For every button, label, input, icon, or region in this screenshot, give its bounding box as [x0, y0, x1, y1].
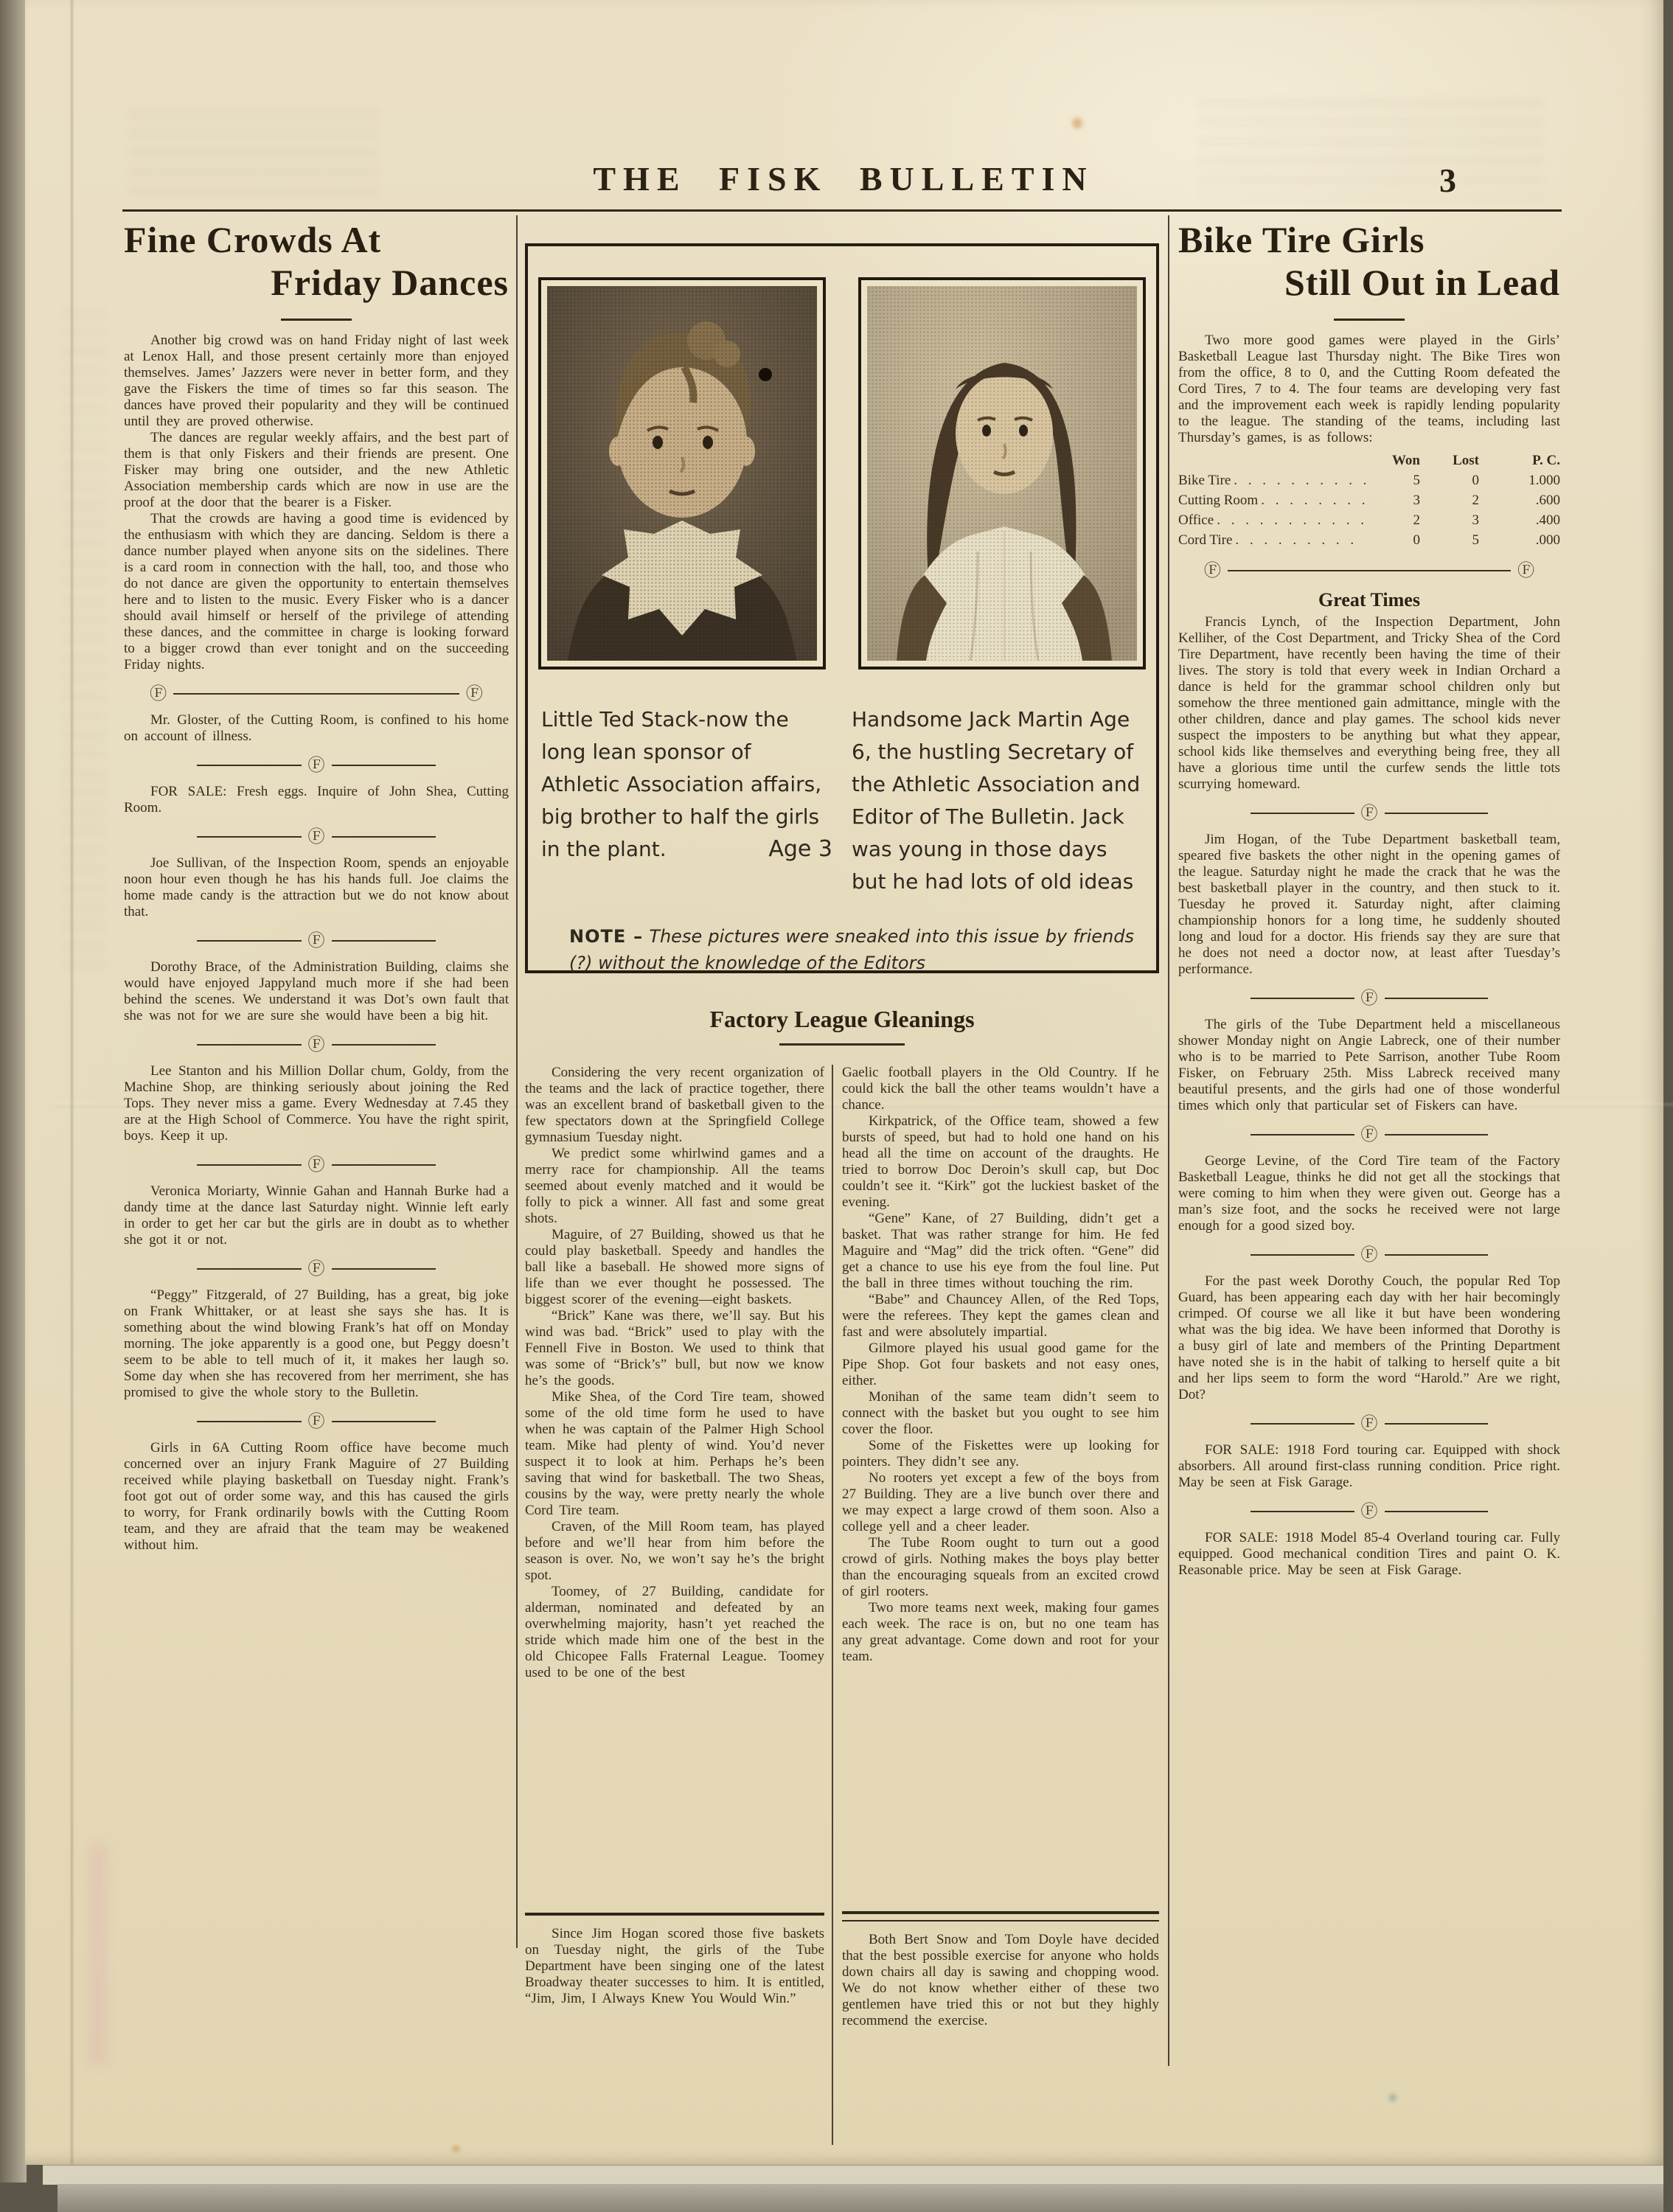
divider-line [197, 1421, 301, 1422]
divider-line [332, 940, 436, 942]
spacer [1178, 451, 1368, 470]
column-divider [516, 215, 518, 1948]
divider-line [197, 1044, 301, 1046]
divider-line [197, 836, 301, 838]
gleanings-right-column [833, 1065, 1159, 2145]
divider-line [1385, 1254, 1488, 1256]
news-item: Dorothy Brace, of the Administration Building, claims she would have enjoyed Jappyland much more if she had been behind the scenes. We understand it was Dot’s own fault that she was not for we are sure she would have been a big hit. [124, 959, 509, 1023]
page-edge-left [0, 0, 27, 2183]
divider-line [1251, 1423, 1354, 1425]
circled-f-icon: Ⓕ [1360, 1125, 1378, 1144]
classified-ad: FOR SALE: 1918 Model 85-4 Overland touring car. Fully equipped. Good mechanical condition Tires and paint O. K. Reasonable price. May be seen at Fisk Garage. [1178, 1530, 1560, 1578]
paragraph: “Brick” Kane was there, we’ll say. But his wind was bad. “Brick” used to play with the Fennell Five in Boston. We used to think that was some of “Brick’s” bull, but now we know he’s the goods. [525, 1308, 824, 1388]
circled-f-icon: Ⓕ [1203, 561, 1221, 580]
gleanings-left-main [525, 1065, 824, 1905]
stain [1072, 118, 1082, 128]
pink-stain [88, 1843, 108, 2065]
standings-row [1178, 470, 1560, 490]
divider-line [1385, 1511, 1488, 1512]
news-item: Francis Lynch, of the Inspection Department, John Kelliher, of the Cost Department, and Tricky Shea of the Cord Tire Department, have recently been having the time of their lives. The story is told that every week in Indian Orchard a dance is held for the grammar school children only but somehow the three mentioned gain admittance, mingle with the other children, dance and play games. The school kids never suspect the imposters to be anything but what they appear, school kids like themselves and everything being free, they all have a glorious time until the curfew sends the little tots scurrying homeward. [1178, 614, 1560, 792]
circled-f-icon: Ⓕ [1360, 1414, 1378, 1433]
caption-text: Little Ted Stack-now the long lean sponsor of Athletic Association affairs, big brother to half the girls in the plant. [541, 707, 822, 861]
section-divider [197, 1036, 436, 1053]
dot-leader [1261, 490, 1366, 510]
standings-row [1178, 490, 1560, 510]
section-divider [197, 828, 436, 845]
standings-row [1178, 510, 1560, 530]
column-divider [1168, 215, 1169, 2066]
circled-f-icon: Ⓕ [150, 684, 167, 703]
caption-ted-stack [541, 703, 832, 898]
paragraph: Monihan of the same team didn’t seem to connect with the basket but you ought to see him cover the floor. [842, 1389, 1159, 1437]
photo-frame [538, 277, 826, 669]
section-rule [525, 1913, 824, 1916]
section-divider [197, 1413, 436, 1430]
won-value: 0 [1413, 532, 1420, 548]
dot-leader [1234, 470, 1366, 490]
subhead-great-times: Great Times [1318, 589, 1420, 611]
paragraph: Maguire, of 27 Building, showed us that he could play basketball. Speedy and handles the ball like a baseball. He showed more signs of life than we ever thought he possessed. The biggest scorer of the evening—eight baskets. [525, 1227, 824, 1307]
won-value: 5 [1413, 473, 1420, 488]
pc-value: .000 [1535, 532, 1560, 548]
section-rule [842, 1911, 1159, 1921]
headline-fine-crowds [124, 218, 509, 304]
won-value: 2 [1413, 512, 1420, 528]
section-divider [1251, 1415, 1487, 1432]
photo-row [528, 277, 1156, 669]
headline-line: Still Out in Lead [1284, 262, 1560, 303]
paragraph: Considering the very recent organization of the teams and the lack of practice together, there was an excellent brand of basketball given to the few spectators down at the Springfield College gymnasium Tuesday night. [525, 1065, 824, 1145]
divider-line [1251, 813, 1354, 814]
under-sheet [58, 2184, 1663, 2212]
caption-age: Age 3 [768, 836, 832, 862]
paragraph: “Gene” Kane, of 27 Building, didn’t get a basket. That was rather strange for him. He fed Maguire and “Mag” did the trick often. “Gene” did get a chance to use his eye from the foul line. Put the ball in three times without touching the rim. [842, 1211, 1159, 1291]
divider-line [1251, 1511, 1354, 1512]
masthead-title: THE FISK BULLETIN [593, 160, 1094, 198]
divider-line [332, 1421, 436, 1422]
pc-value: .400 [1535, 512, 1560, 528]
section-divider [197, 757, 436, 773]
paragraph: Some of the Fiskettes were up looking for pointers. They didn’t see any. [842, 1438, 1159, 1470]
section-divider [143, 685, 490, 702]
photo-ted-stack [547, 286, 817, 661]
standings-table [1178, 451, 1560, 550]
divider-line [1385, 1134, 1488, 1135]
caption-jack-martin: Handsome Jack Martin Age 6, the hustling Secretary of the Athletic Association and Editor of The Bulletin. Jack was young in those days but he had lots of old ideas [852, 707, 1141, 894]
section-divider [197, 932, 436, 949]
news-item: “Peggy” Fitzgerald, of 27 Building, has a great, big joke on Frank Whittaker, or at least she says she has. It is something about the wind blowing Frank’s hat off on Monday morning. The joke apparently is a good one, but Peggy doesn’t seem to be able to tell much of it, it makes her laugh so. Some day when she has recovered from her merriment, she has promised to give the whole story to the Bulletin. [124, 1287, 509, 1400]
dot-leader [1217, 510, 1366, 530]
paragraph: The Tube Room ought to turn out a good crowd of girls. Nothing makes the boys play better than the encouraging squeals from an excited crowd of girl rooters. [842, 1535, 1159, 1599]
column-header-pc: P. C. [1532, 453, 1560, 468]
divider-line [1251, 1134, 1354, 1135]
section-divider [1251, 1246, 1487, 1263]
paragraph: Mike Shea, of the Cord Tire team, showed some of the old time form he used to have when he was captain of the Palmer High School team. Mike had plenty of wind. You’d never suspect it to look at him. Perhaps he’s been saving that wind for basketball. The two Sheas, cousins by the way, were pretty nearly the whole Cord Tire team. [525, 1389, 824, 1518]
under-sheet [43, 2165, 1663, 2185]
pc-value: 1.000 [1528, 473, 1560, 488]
pc-value: .600 [1535, 493, 1560, 508]
divider-line [1385, 998, 1488, 999]
divider-line [197, 1164, 301, 1166]
section-divider [197, 1156, 436, 1173]
news-item: Joe Sullivan, of the Inspection Room, spends an enjoyable noon hour even though he has his hands full. Joe claims the home made candy is the attraction but we do not know about that. [124, 855, 509, 919]
news-item: Jim Hogan, of the Tube Department basketball team, speared five baskets the other night in the opening games of the league. Saturday night he made the crack that he was the best basketball player in the country, and then stuck to it. Tuesday he proved it. Saturday night, after claiming championship honors for a long time, he suddenly shouted long and loud for a doctor. His friends say they are sure that he does not need a doctor now, at least after Tuesday’s performance. [1178, 832, 1560, 977]
lost-value: 0 [1472, 473, 1479, 488]
headline-bike-tire-girls [1178, 218, 1560, 304]
circled-f-icon: Ⓕ [465, 684, 483, 703]
dot-leader [1235, 530, 1366, 550]
paragraph: Toomey, of 27 Building, candidate for alderman, nominated and defeated by an overwhelming majority, hasn’t yet reached the stride which made him one of the best in the old Chicopee Falls Fraternal League. Toomey used to be one of the best [525, 1584, 824, 1680]
circled-f-icon: Ⓕ [1360, 989, 1378, 1007]
note-text: These pictures were sneaked into this issue by friends (?) without the knowledge of the Editors [569, 926, 1134, 973]
divider-line [332, 1268, 436, 1270]
divider-line [197, 765, 301, 766]
headline-line: Bike Tire Girls [1178, 219, 1425, 260]
gleanings-right-main [842, 1065, 1159, 1905]
divider-line [1251, 998, 1354, 999]
headline-factory-league-gleanings: Factory League Gleanings [709, 1006, 975, 1032]
divider-line [1251, 1254, 1354, 1256]
divider-line [197, 940, 301, 942]
paragraph: Kirkpatrick, of the Office team, showed a few bursts of speed, but had to hold one hand on his head all the time on account of the draughts. He tried to borrow Doc Deroin’s skull cap, but Doc couldn’t see it. “Kirk” got the luckiest basket of the evening. [842, 1113, 1159, 1210]
paragraph: The dances are regular weekly affairs, and the best part of them is that only Fiskers and their friends are present. One Fisker may bring one outsider, and the new Athletic Association membership cards which are now in use are the proof at the door that the bearer is a Fisker. [124, 430, 509, 510]
article-bike-tire-girls [1178, 218, 1560, 1579]
lost-value: 2 [1472, 493, 1479, 508]
headline-rule [779, 1043, 905, 1046]
news-item: Girls in 6A Cutting Room office have become much concerned over an injury Frank Maguire of 27 Building received while playing basketball on Tuesday night. Frank’s foot got out of order some way, and this has caused the girls to worry, for Frank ordinarily bowls with the Cutting Room team, and they are afraid that the team may be weakened without him. [124, 1440, 509, 1553]
section-divider [197, 1260, 436, 1277]
news-item: Mr. Gloster, of the Cutting Room, is confined to his home on account of illness. [124, 712, 509, 744]
circled-f-icon: Ⓕ [307, 1035, 325, 1054]
section-divider [1197, 562, 1541, 579]
team-name: Office [1178, 512, 1214, 528]
paragraph: Gaelic football players in the Old Country. If he could kick the ball the other teams wouldn’t have a chance. [842, 1065, 1159, 1113]
news-item: The girls of the Tube Department held a miscellaneous shower Monday night on Angie Labreck, one of their number who is to be married to Pete Sarrison, another Tube Room Fisker, on February 25th. Miss Labreck received many beautiful presents, and the girls had one of those wonderful times which only that particular set of Fiskers can have. [1178, 1017, 1560, 1113]
middle-section [525, 243, 1159, 2145]
stain [1389, 2094, 1397, 2101]
section-divider [1251, 990, 1487, 1006]
team-name: Cutting Room [1178, 493, 1259, 508]
section-divider [1251, 804, 1487, 821]
circled-f-icon: Ⓕ [1360, 804, 1378, 822]
paragraph: Gilmore played his usual good game for the Pipe Shop. Got four baskets and not easy ones, either. [842, 1340, 1159, 1388]
lost-value: 3 [1472, 512, 1479, 528]
photo-frame [858, 277, 1146, 669]
headline-line: Friday Dances [271, 262, 509, 303]
gleanings-columns [525, 1065, 1159, 2145]
page-number: 3 [1439, 161, 1456, 199]
divider-line [332, 1164, 436, 1166]
circled-f-icon: Ⓕ [1360, 1502, 1378, 1520]
caption-row [528, 703, 1156, 898]
section-divider [1251, 1126, 1487, 1143]
won-value: 3 [1413, 493, 1420, 508]
paragraph: We predict some whirlwind games and a merry race for championship. All the teams seemed about evenly matched and it would be folly to pick a winner. All fast and some great shots. [525, 1146, 824, 1226]
headline-rule [281, 319, 352, 321]
stain [453, 2146, 459, 2152]
divider-line [1385, 1423, 1488, 1425]
team-name: Bike Tire [1178, 473, 1231, 488]
divider-line [332, 1044, 436, 1046]
circled-f-icon: Ⓕ [307, 756, 325, 774]
paragraph: Two more good games were played in the Girls’ Basketball League last Thursday night. The Bike Tires won from the office, 8 to 0, and the Cutting Room defeated the Cord Tires, 7 to 4. The four teams are developing very fast and the improvement each week is rapidly lending popularity to the league. The standing of the teams, including last Thursday’s games, is as follows: [1178, 333, 1560, 445]
headline-line: Fine Crowds At [124, 219, 382, 260]
column-header-won: Won [1391, 453, 1420, 468]
news-item: FOR SALE: Fresh eggs. Inquire of John Shea, Cutting Room. [124, 784, 509, 815]
paragraph: No rooters yet except a few of the boys from 27 Building. They are a live bunch over there and we may expect a large crowd of them soon. Also a college yell and a cheer leader. [842, 1470, 1159, 1534]
headline-rule [1334, 319, 1405, 321]
news-item: Since Jim Hogan scored those five baskets on Tuesday night, the girls of the Tube Department have been singing one of the latest Broadway theater successes to him. It is entitled, “Jim, Jim, I Always Knew You Would Win.” [525, 1926, 824, 2006]
lost-value: 5 [1472, 532, 1479, 548]
divider-line [1228, 570, 1511, 571]
standings-header [1178, 451, 1560, 470]
standings-row [1178, 530, 1560, 550]
paragraph: That the crowds are having a good time is evidenced by the enthusiasm with which they are dancing. Seldom is there a dance number played when anyone sits on the sidelines. There is a card room in connection with the hall, too, and those who do not dance are given the opportunity to entertain themselves here and to listen to the music. Every Fisker who is a dancer should avail himself or herself of the privilege of attending these dances, and the committee in charge is looking forward to a bigger crowd than ever tonight and on the succeeding Friday nights. [124, 511, 509, 672]
classified-ad: FOR SALE: 1918 Ford touring car. Equipped with shock absorbers. All around first-class running condition. Price right. May be seen at Fisk Garage. [1178, 1442, 1560, 1490]
news-item: For the past week Dorothy Couch, the popular Red Top Guard, has been appearing each day with her hair becomingly crimped. Of course we all like it but have been wondering what was the big idea. We have been informed that Dorothy is a busy girl of late and members of the Printing Department have noted she is in the habit of talking to herself quite a bit and her lips seem to form the word “Harold.” Are we right, Dot? [1178, 1273, 1560, 1402]
divider-line [173, 693, 459, 695]
column-header-lost: Lost [1453, 453, 1479, 468]
circled-f-icon: Ⓕ [1360, 1245, 1378, 1264]
paragraph: Another big crowd was on hand Friday night of last week at Lenox Hall, and those present certainly more than enjoyed themselves. James’ Jazzers were never in better form, and they gave the Fiskers the time of times so far this season. The dances have proved their popularity and they will be continued until they are proved otherwise. [124, 333, 509, 429]
circled-f-icon: Ⓕ [1517, 561, 1535, 580]
photo-feature-box [525, 243, 1159, 973]
circled-f-icon: Ⓕ [307, 931, 325, 950]
section-divider [1251, 1503, 1487, 1520]
divider-line [197, 1268, 301, 1270]
photo-jack-martin [867, 286, 1137, 661]
paragraph: Two more teams next week, making four games each week. The race is on, but no one team has any great advantage. Come down and root for your team. [842, 1600, 1159, 1664]
gleanings-left-column [525, 1065, 832, 2145]
divider-line [1385, 813, 1488, 814]
news-item: Lee Stanton and his Million Dollar chum, Goldy, from the Machine Shop, are thinking seriously about joining the Red Tops. They never miss a game. Every Wednesday at 7.45 they are at the High School of Commerce. You have the right spirit, boys. Keep it up. [124, 1063, 509, 1144]
news-item: Veronica Moriarty, Winnie Gahan and Hannah Burke had a dandy time at the dance last Saturday night. Winnie left early in order to get her car but the girls are in doubt as to whether she got it or not. [124, 1183, 509, 1248]
circled-f-icon: Ⓕ [307, 1259, 325, 1278]
article-fine-crowds [124, 218, 509, 1554]
circled-f-icon: Ⓕ [307, 1155, 325, 1174]
divider-line [332, 836, 436, 838]
editors-note [569, 923, 1134, 976]
team-name: Cord Tire [1178, 532, 1233, 548]
news-item: Both Bert Snow and Tom Doyle have decided that the best possible exercise for anyone who holds down chairs all day is sawing and chopping wood. We do not know whether either of these two gentlemen have tried this or not but they highly recommend the exercise. [842, 1932, 1159, 2028]
news-item: George Levine, of the Cord Tire team of the Factory Basketball League, thinks he did not get all the stockings that were coming to him when they were given out. George has a man’s size foot, and the socks he received were not large enough for a good sized boy. [1178, 1153, 1560, 1234]
paragraph: “Babe” and Chauncey Allen, of the Red Tops, were the referees. They kept the games clean and fast and were absolutely impartial. [842, 1292, 1159, 1340]
divider-line [332, 765, 436, 766]
header-rule [122, 209, 1562, 212]
paragraph: Craven, of the Mill Room team, has played before and we’ll hear from him before the season is over. No, we won’t say he’s the bright spot. [525, 1519, 824, 1583]
circled-f-icon: Ⓕ [307, 1412, 325, 1430]
circled-f-icon: Ⓕ [307, 827, 325, 846]
bleed-smudge [62, 310, 106, 973]
note-label: NOTE – [569, 926, 644, 947]
